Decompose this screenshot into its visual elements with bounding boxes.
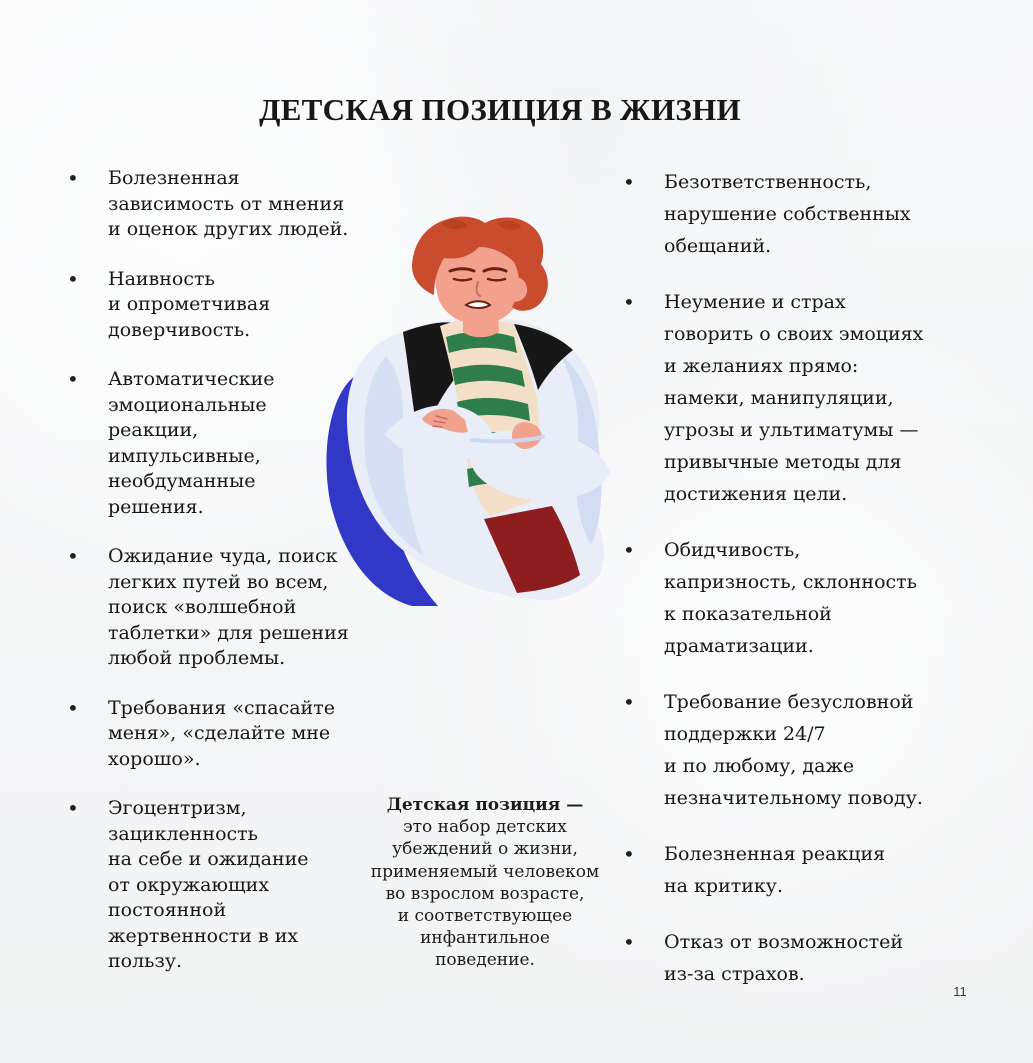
right-item-text-2: Неумение и страх говорить о своих эмоциях и желаниях прямо: намеки, манипуляции, угрозы и ультиматумы — привычные методы для достижения цели. <box>664 291 924 505</box>
left-item-text-6: Эгоцентризм, зацикленность на себе и ожидание от окружающих постоянной жертвенности в их пользу. <box>108 797 309 972</box>
annoyed-man-arms-crossed-illustration <box>318 214 618 606</box>
right-bullet-list <box>623 166 943 1014</box>
bullet-icon: • <box>67 166 79 190</box>
right-item-text-3: Обидчивость, капризность, склонность к показательной драматизации. <box>664 539 918 657</box>
right-list-item-1 <box>623 166 943 262</box>
bullet-icon: • <box>623 930 635 954</box>
left-bullet-list <box>67 166 352 999</box>
right-eye <box>488 279 505 281</box>
bullet-icon: • <box>67 544 79 568</box>
bullet-icon: • <box>623 170 635 194</box>
left-list-item-1 <box>67 166 352 243</box>
bullet-icon: • <box>623 290 635 314</box>
left-item-text-5: Требования «спасайте меня», «сделайте мне хорошо». <box>108 696 335 770</box>
bullet-icon: • <box>67 796 79 820</box>
left-item-text-1: Болезненная зависимость от мнения и оценок других людей. <box>108 167 349 240</box>
right-list-item-5 <box>623 838 943 902</box>
definition-block <box>366 794 604 972</box>
left-list-item-4 <box>67 544 352 672</box>
left-item-text-3: Автоматические эмоциональные реакции, импульсивные, необдуманные решения. <box>108 368 275 518</box>
right-list-item-4 <box>623 686 943 814</box>
left-list-item-5 <box>67 696 352 773</box>
page-title: ДЕТСКАЯ ПОЗИЦИЯ В ЖИЗНИ <box>259 92 741 127</box>
right-item-text-6: Отказ от возможностей из-за страхов. <box>664 931 904 985</box>
left-list-item-6 <box>67 796 352 975</box>
bullet-icon: • <box>67 695 79 720</box>
right-list-item-6 <box>623 926 943 990</box>
right-item-text-1: Безответственность, нарушение собственных обещаний. <box>664 171 911 257</box>
bullet-icon: • <box>67 266 79 291</box>
bullet-icon: • <box>623 690 635 714</box>
left-eye <box>454 279 471 281</box>
right-list-item-2 <box>623 286 943 510</box>
left-item-text-4: Ожидание чуда, поиск легких путей во всем, поиск «волшебной таблетки» для решения любой проблемы. <box>108 545 349 669</box>
annoyed-man-arms-crossed-svg <box>318 214 618 606</box>
definition-text: это набор детских убеждений о жизни, применяемый человеком во взрослом возрасте, и соответствующее инфантильное поведение. <box>370 817 600 971</box>
right-item-text-4: Требование безусловной поддержки 24/7 и по любому, даже незначительному поводу. <box>664 691 923 809</box>
mouth-shape <box>466 301 490 308</box>
right-list-item-3 <box>623 534 943 662</box>
bullet-icon: • <box>623 538 635 562</box>
bullet-icon: • <box>623 842 635 866</box>
page-number: 11 <box>953 984 967 999</box>
left-list-item-2 <box>67 267 352 344</box>
bullet-icon: • <box>67 367 79 391</box>
right-item-text-5: Болезненная реакция на критику. <box>664 843 886 897</box>
left-item-text-2: Наивность и опрометчивая доверчивость. <box>108 267 271 341</box>
definition-title: Детская позиция — <box>386 795 584 815</box>
left-list-item-3 <box>67 367 352 520</box>
